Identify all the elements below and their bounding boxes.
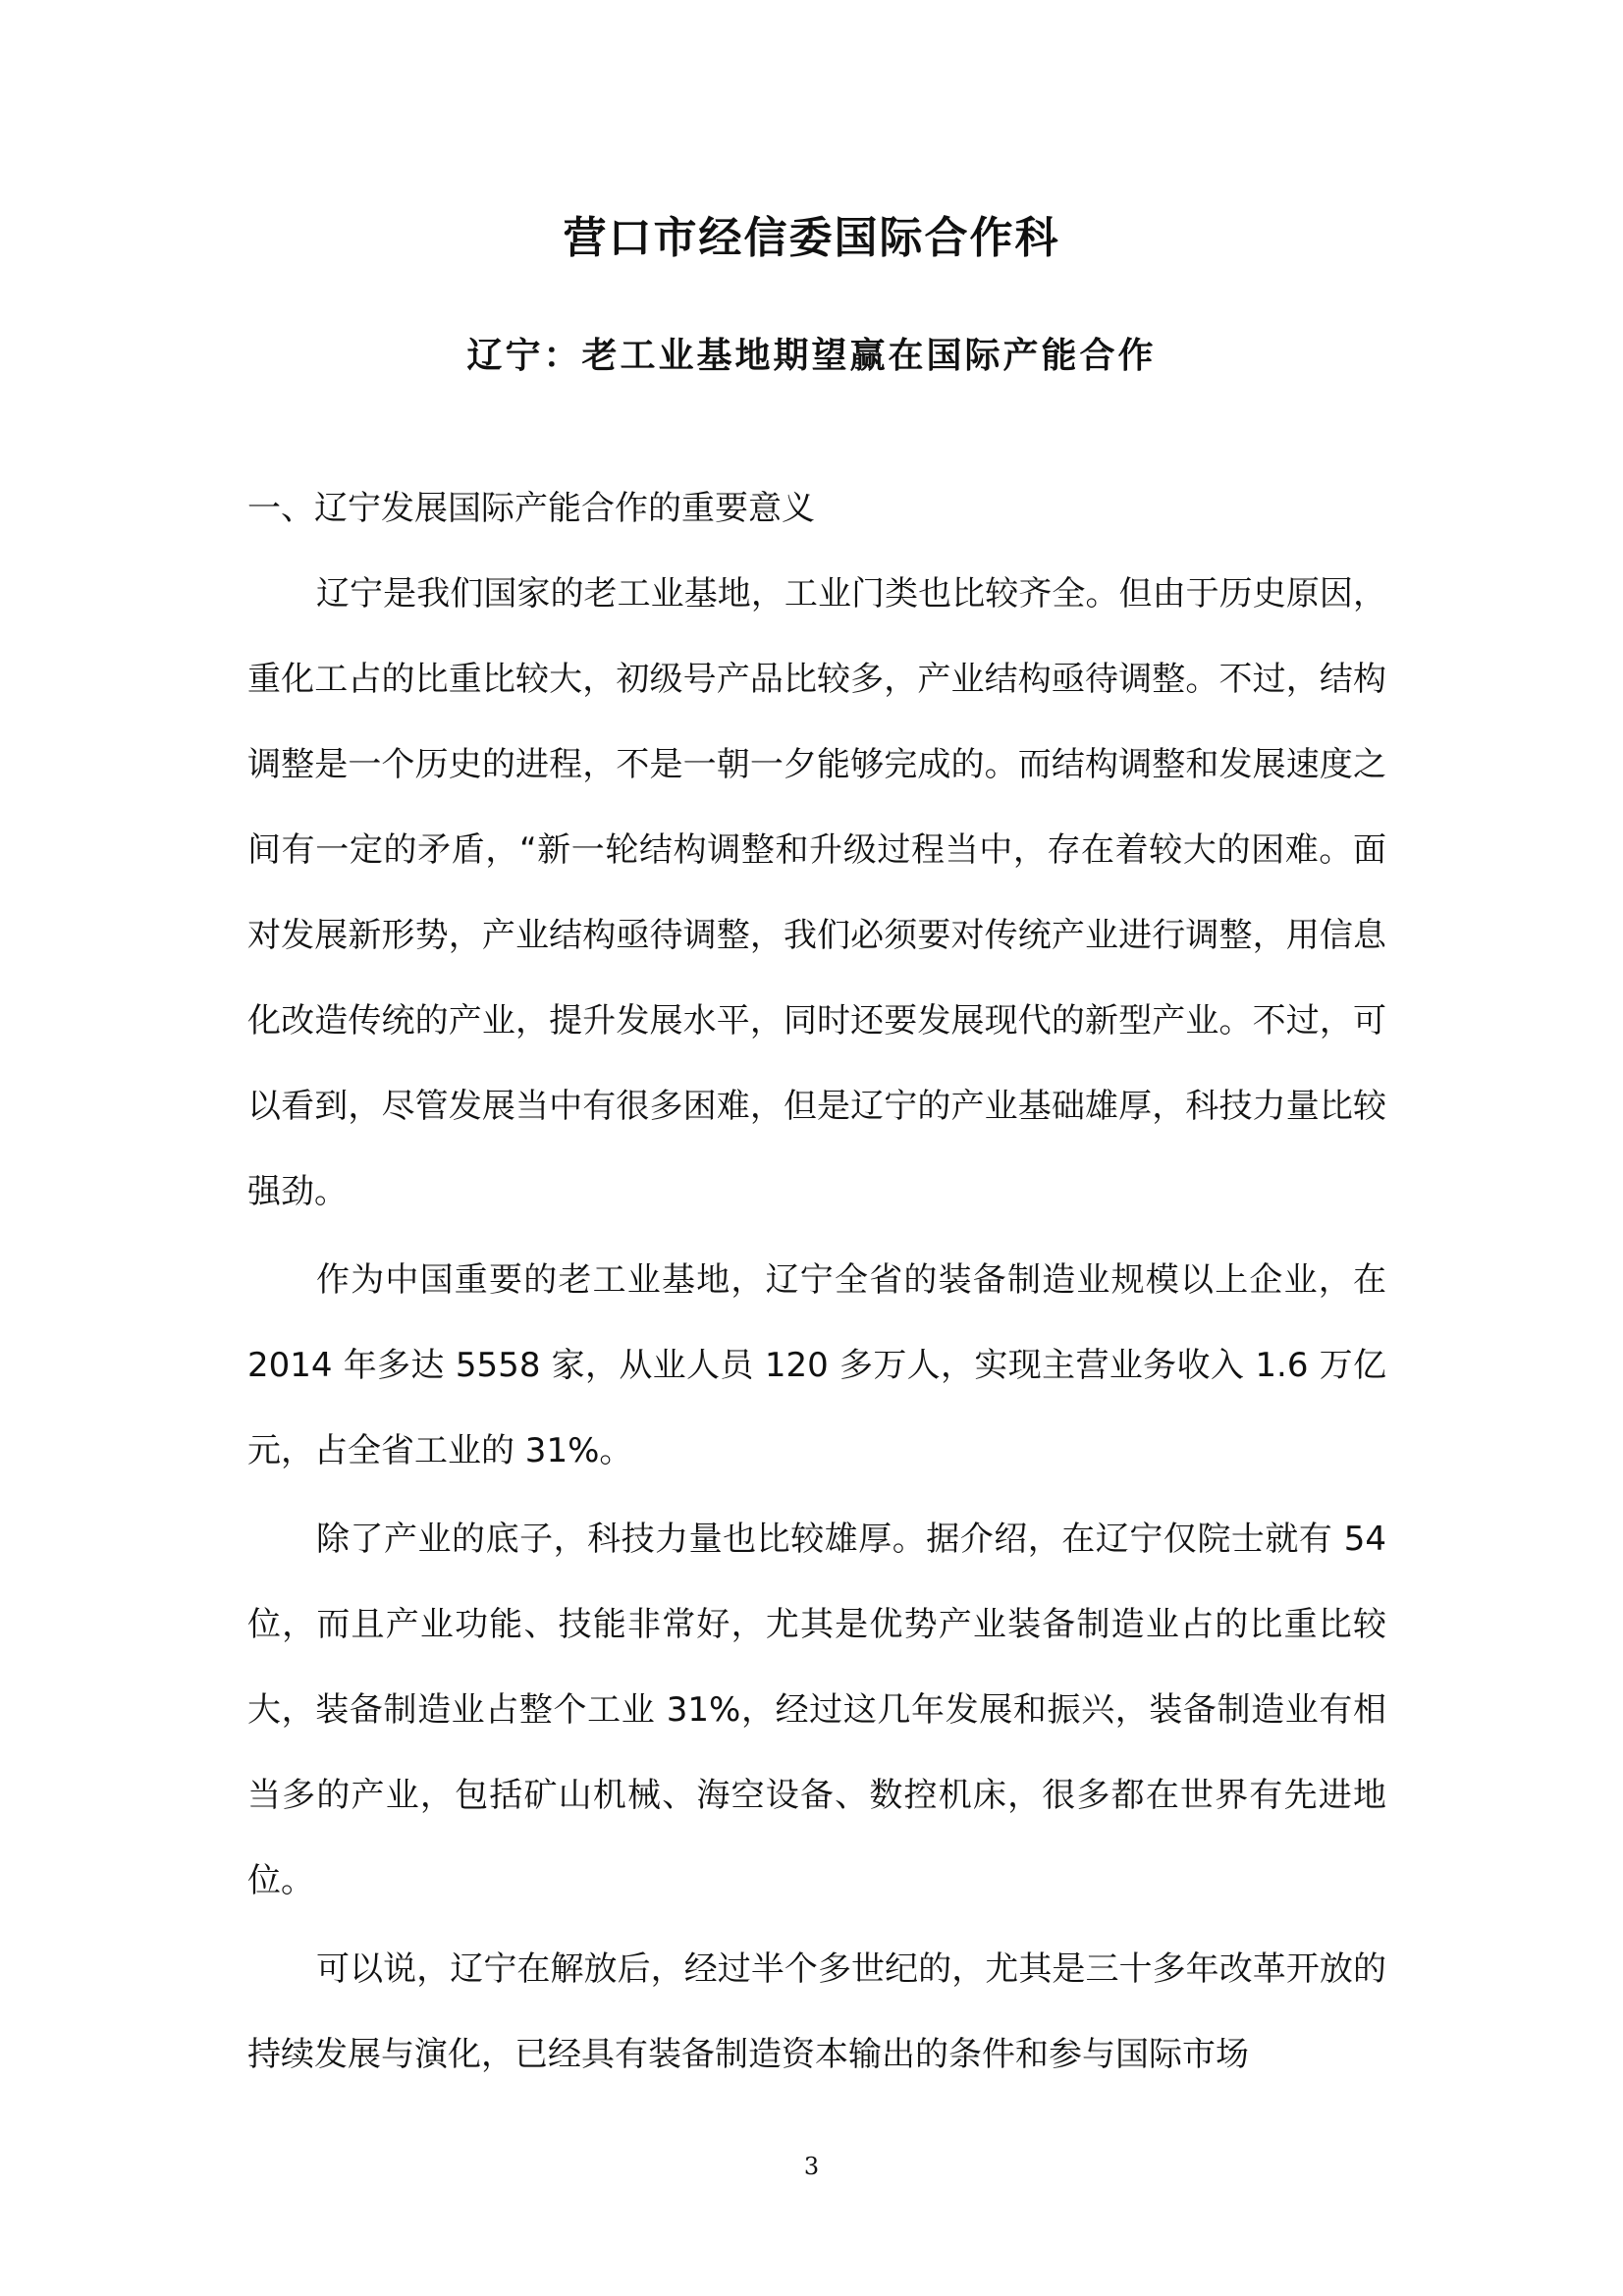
section-heading: 一、辽宁发展国际产能合作的重要意义 bbox=[247, 489, 815, 528]
paragraph-2: 作为中国重要的老工业基地，辽宁全省的装备制造业规模以上企业，在 2014 年多达 5558 家，从业人员 120 多万人，实现主营业务收入 1.6 万亿元，占全省工业的 31%。 bbox=[247, 1260, 1386, 1470]
paragraph-3: 除了产业的底子，科技力量也比较雄厚。据介绍，在辽宁仅院士就有 54 位，而且产业功能、技能非常好，尤其是优势产业装备制造业占的比重比较大，装备制造业占整个工业 31%，经过这几年发展和振兴，装备制造业有相当多的产业，包括矿山机械、海空设备、数控机床，很多都在世界有先进地位。 bbox=[247, 1520, 1386, 1900]
document-subtitle: 辽宁：老工业基地期望赢在国际产能合作 bbox=[466, 336, 1157, 376]
paragraph-1: 辽宁是我们国家的老工业基地，工业门类也比较齐全。但由于历史原因，重化工占的比重比较大，初级号产品比较多，产业结构亟待调整。不过，结构调整是一个历史的进程，不是一朝一夕能够完成的。而结构调整和发展速度之间有一定的矛盾，“新一轮结构调整和升级过程当中，存在着较大的困难。面对发展新形势，产业结构亟待调整，我们必须要对传统产业进行调整，用信息化改造传统的产业，提升发展水平，同时还要发展现代的新型产业。不过，可以看到，尽管发展当中有很多困难，但是辽宁的产业基础雄厚，科技力量比较强劲。 bbox=[247, 574, 1386, 1211]
document-title: 营口市经信委国际合作科 bbox=[563, 213, 1060, 263]
page-number: 3 bbox=[803, 2153, 820, 2180]
document-body bbox=[247, 466, 1386, 2098]
paragraph-4: 可以说，辽宁在解放后，经过半个多世纪的，尤其是三十多年改革开放的持续发展与演化，已经具有装备制造资本输出的条件和参与国际市场 bbox=[247, 1949, 1386, 2074]
